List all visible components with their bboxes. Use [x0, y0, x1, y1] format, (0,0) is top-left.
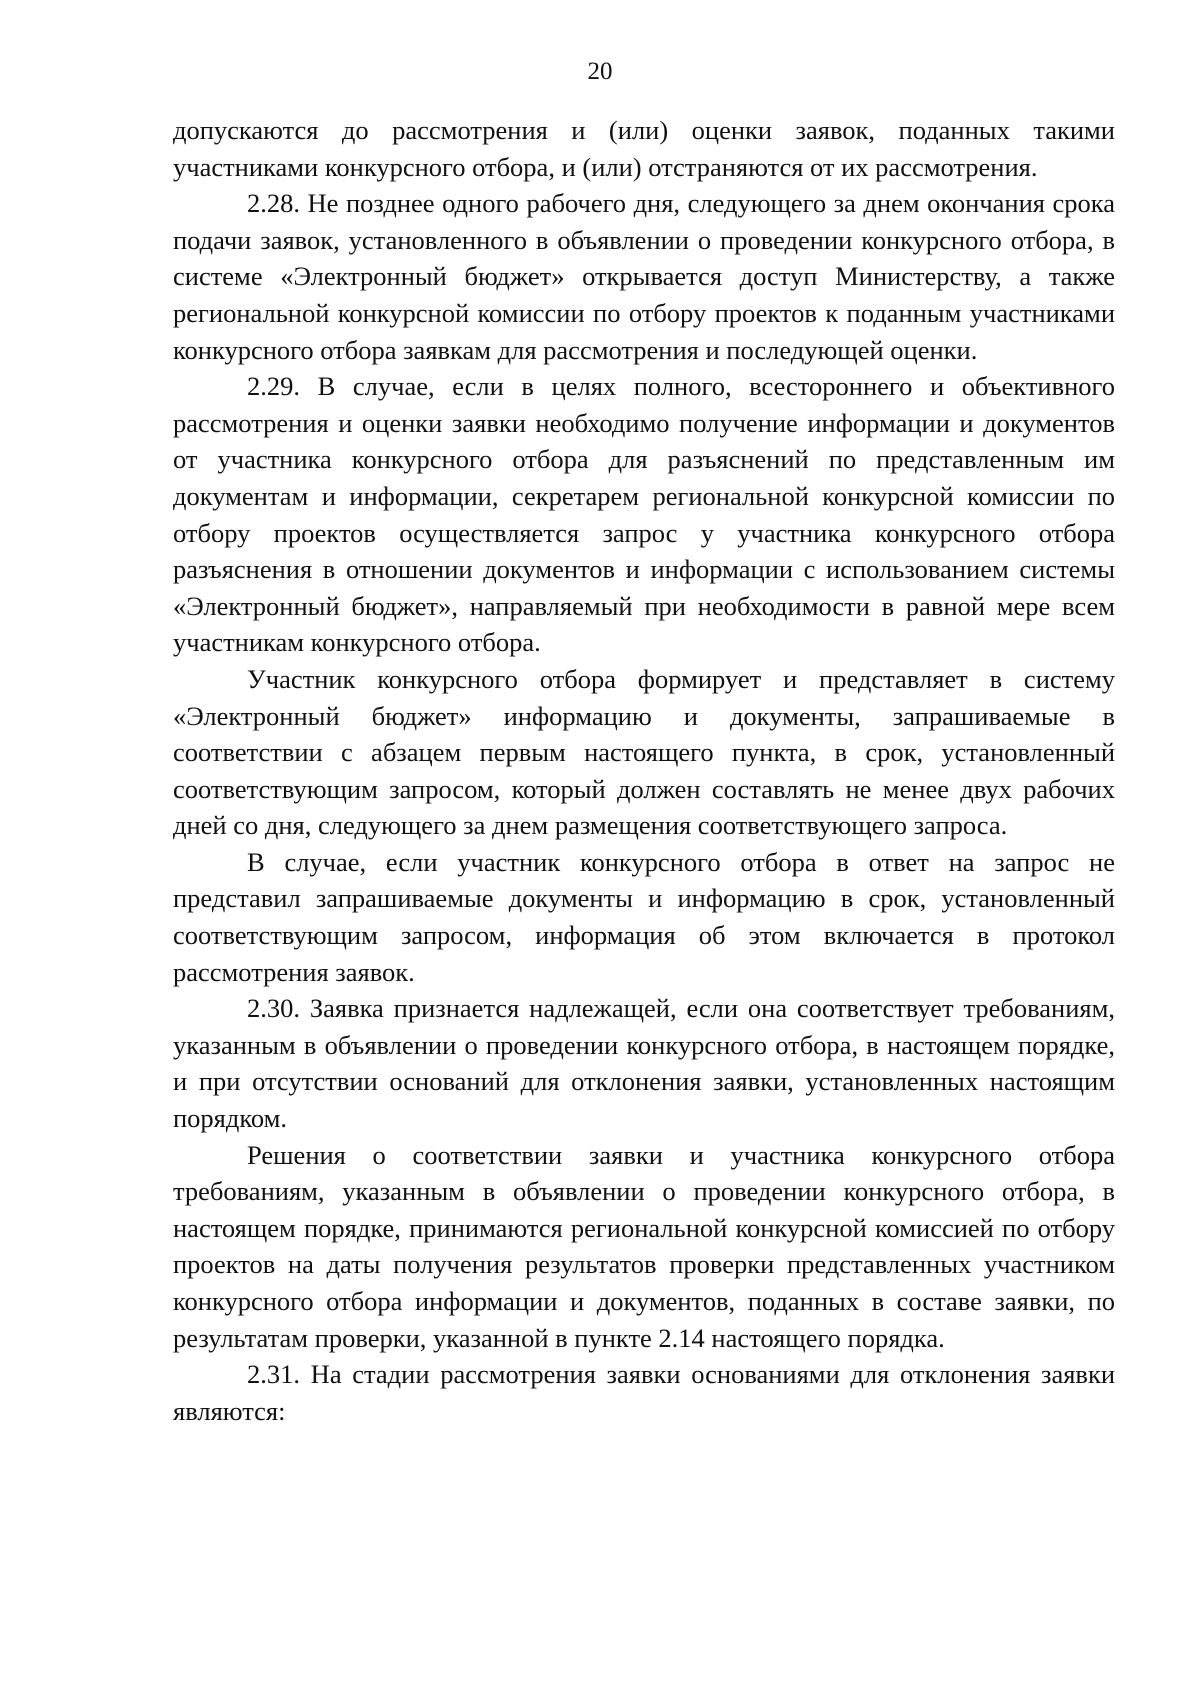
paragraph-2-29-no-response: В случае, если участник конкурсного отбора в ответ на запрос не представил запрашиваемые документы и информацию в срок, установленный соответствующим запросом, информация об этом включается в протокол рассмотрения заявок.	[173, 846, 1115, 987]
paragraph-continuation: допускаются до рассмотрения и (или) оценки заявок, поданных такими участниками конкурсного отбора, и (или) отстраняются от их рассмотрения.	[173, 115, 1115, 182]
paragraph-2-29: 2.29. В случае, если в целях полного, всестороннего и объективного рассмотрения и оценки заявки необходимо получение информации и документов от участника конкурсного отбора для разъяснений по представленным им документам и информации, секретарем региональной конкурсной комиссии по отбору проектов осуществляется запрос у участника конкурсного отбора разъяснения в отношении документов и информации с использованием системы «Электронный бюджет», направляемый при необходимости в равной мере всем участникам конкурсного отбора.	[173, 371, 1115, 658]
paragraph-2-30: 2.30. Заявка признается надлежащей, если она соответствует требованиям, указанным в объявлении о проведении конкурсного отбора, в настоящем порядке, и при отсутствии оснований для отклонения заявки, установленных настоящим порядком.	[173, 993, 1115, 1134]
page-number: 20	[587, 58, 613, 85]
paragraph-2-28: 2.28. Не позднее одного рабочего дня, следующего за днем окончания срока подачи заявок, установленного в объявлении о проведении конкурсного отбора, в системе «Электронный бюджет» открывается доступ Министерству, а также региональной конкурсной комиссии по отбору проектов к поданным участниками конкурсного отбора заявкам для рассмотрения и последующей оценки.	[173, 188, 1115, 365]
paragraph-2-30-decisions: Решения о соответствии заявки и участника конкурсного отбора требованиям, указанным в объявлении о проведении конкурсного отбора, в настоящем порядке, принимаются региональной конкурсной комиссией по отбору проектов на даты получения результатов проверки представленных участником конкурсного отбора информации и документов, поданных в составе заявки, по результатам проверки, указанной в пункте 2.14 настоящего порядка.	[173, 1139, 1115, 1353]
paragraph-2-31: 2.31. На стадии рассмотрения заявки основаниями для отклонения заявки являются:	[173, 1359, 1115, 1426]
document-body	[173, 112, 1115, 1429]
paragraph-2-29-participant: Участник конкурсного отбора формирует и представляет в систему «Электронный бюджет» информацию и документы, запрашиваемые в соответствии с абзацем первым настоящего пункта, в срок, установленный соответствующим запросом, который должен составлять не менее двух рабочих дней со дня, следующего за днем размещения соответствующего запроса.	[173, 663, 1115, 841]
